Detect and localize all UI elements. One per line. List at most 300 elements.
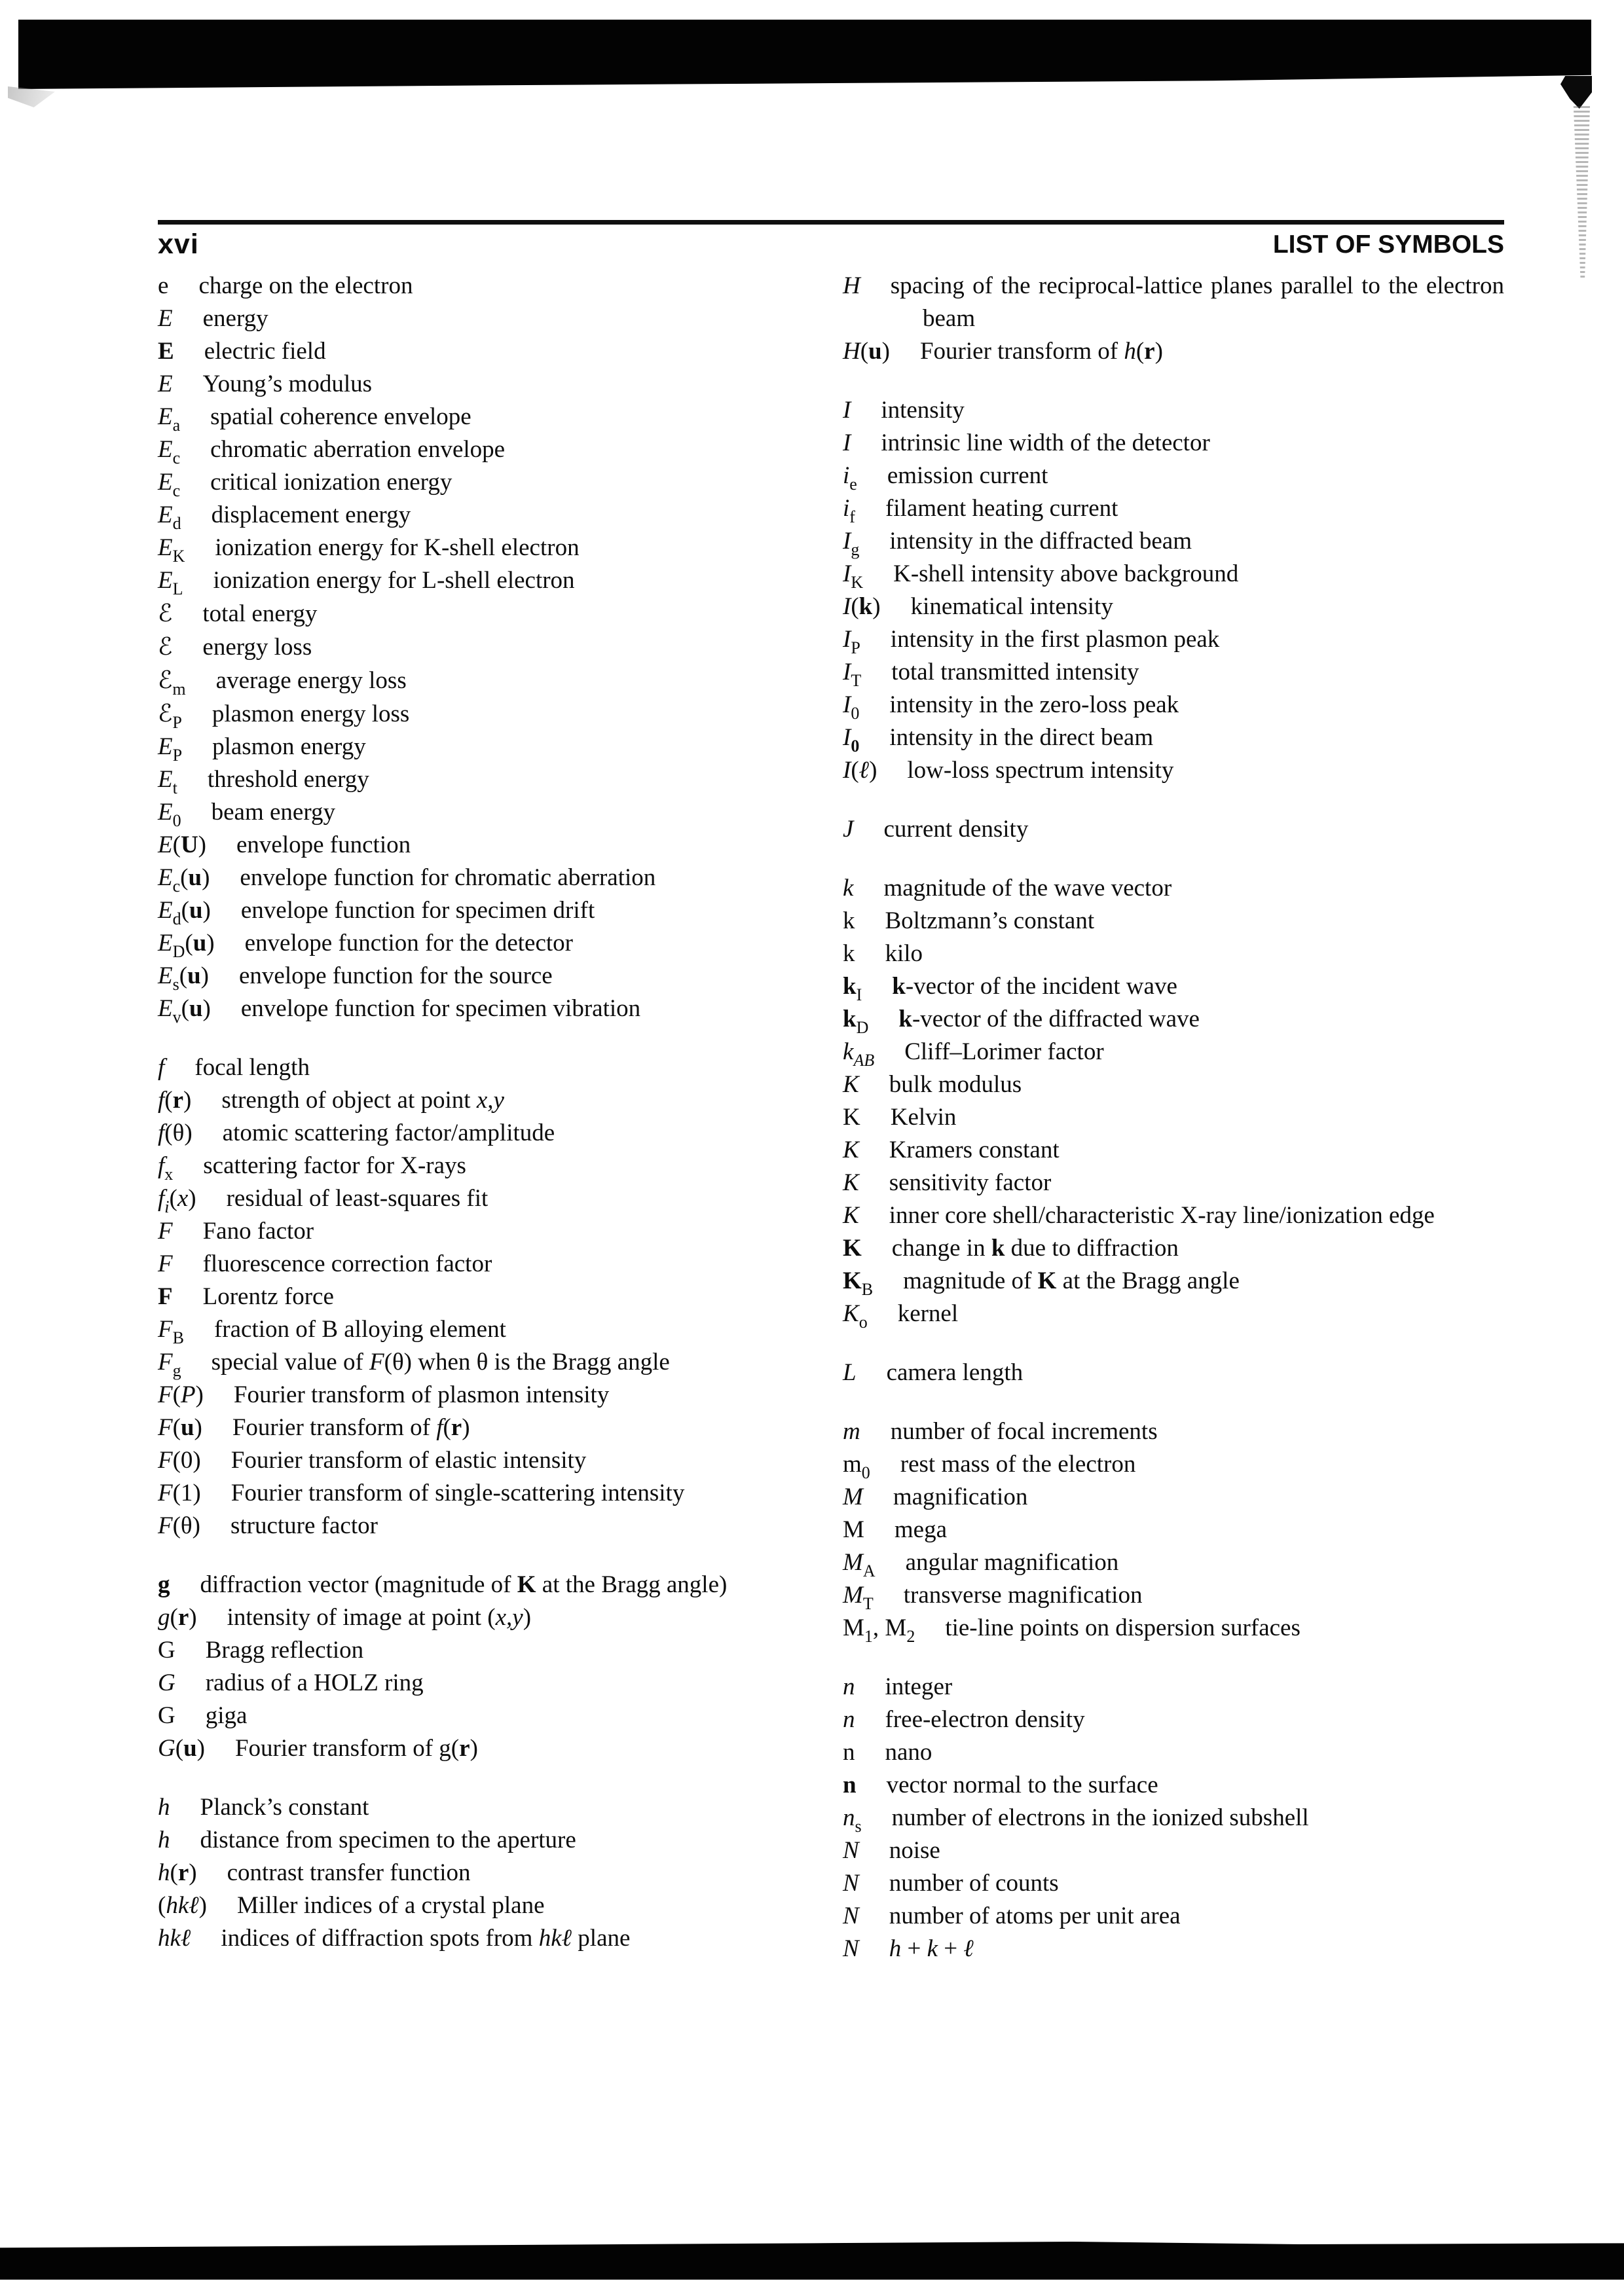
definition: threshold energy [207,766,369,793]
symbol: $E_v(u)$ [158,995,211,1027]
symbol-entry [843,1612,1504,1645]
symbol-entry [843,1769,1504,1802]
symbol-entry [158,1477,826,1510]
definition: scattering factor for X-rays [203,1152,466,1179]
symbol-entry [843,1514,1504,1546]
definition: low-loss spectrum intensity [907,757,1174,784]
definition: Kramers constant [889,1137,1060,1163]
symbol-entry [158,894,826,927]
symbol-entry [843,427,1504,460]
definition: total energy [202,600,318,627]
definition: magnitude of K at the Bragg angle [903,1267,1240,1294]
definition: intrinsic line width of the detector [881,429,1210,456]
right-column [843,270,1504,1992]
symbol-entry [843,1671,1504,1704]
symbol-group [843,394,1504,787]
definition: atomic scattering factor/amplitude [222,1120,555,1146]
symbol: $E_d(u)$ [158,897,211,928]
symbol: g [158,1571,170,1598]
symbol: $n_s$ [843,1804,862,1836]
symbol: ℰ$_m$ [158,666,186,699]
symbol: G [158,1702,175,1729]
symbol-entry [158,1732,826,1765]
symbol: h(r) [158,1859,197,1886]
symbol: f [158,1054,165,1081]
symbol: I(k) [843,593,881,620]
symbol: k [843,907,855,934]
symbol-entry [158,1379,826,1412]
symbol-entry [158,1824,826,1857]
symbol-entry [843,1802,1504,1834]
symbol: F(P) [158,1381,204,1408]
symbol: $K_o$ [843,1300,868,1332]
symbol-entry [843,1704,1504,1736]
definition: Fano factor [202,1218,314,1245]
definition: number of electrons in the ionized subshell [891,1804,1309,1831]
symbol-entry [843,1167,1504,1199]
symbol: n [843,1739,855,1766]
definition: special value of F(θ) when θ is the Bragg angle [211,1349,670,1376]
symbol: h [158,1827,170,1853]
definition: k-vector of the diffracted wave [898,1006,1200,1032]
page-title: LIST OF SYMBOLS [1272,230,1504,259]
definition: nano [885,1739,932,1766]
page-number: xvi [158,228,199,260]
symbol-entry [843,460,1504,492]
symbol: $i_e$ [843,462,857,494]
symbol-entry [158,1700,826,1732]
symbol: $F_B$ [158,1316,184,1347]
symbol: $E_t$ [158,766,177,797]
symbol-entry [843,1357,1504,1389]
symbol-entry [843,872,1504,905]
symbol: I(ℓ) [843,757,877,784]
definition: energy loss [202,634,312,661]
header-rule [158,220,1504,225]
definition: Fourier transform of g(r) [234,1735,478,1762]
symbol: E [158,305,173,332]
symbol-entry [843,1134,1504,1167]
symbol-entry [158,1051,826,1084]
definition: intensity in the first plasmon peak [890,626,1220,653]
definition: transverse magnification [903,1582,1143,1609]
symbol-entry [158,829,826,862]
symbol-entry [843,970,1504,1003]
symbol: n [843,1772,857,1798]
definition: kilo [885,940,923,967]
symbol-entry [158,960,826,993]
symbol: $f_i(x)$ [158,1185,196,1216]
definition: envelope function for specimen drift [240,897,595,924]
symbol-entry [158,1569,826,1601]
symbol: $m_0$ [843,1451,870,1482]
symbol-group [158,1569,826,1765]
definition: giga [205,1702,248,1729]
symbol-entry [843,1101,1504,1134]
symbol-entry [158,1634,826,1667]
symbol: F(u) [158,1414,202,1441]
symbol: $E_L$ [158,567,183,598]
symbol-entry [843,689,1504,721]
symbol-entry [158,564,826,597]
symbol-entry [158,1791,826,1824]
symbol: f(r) [158,1087,192,1114]
symbol-group [843,270,1504,368]
symbol-entry [843,335,1504,368]
symbol-entry [158,796,826,829]
symbol: G [158,1669,175,1696]
definition: envelope function [236,831,411,858]
definition: rest mass of the electron [900,1451,1136,1478]
symbol: $I_P$ [843,626,860,657]
symbol-entry [843,813,1504,846]
definition: intensity in the diffracted beam [889,528,1192,555]
symbol-entry [843,1900,1504,1933]
definition: fluorescence correction factor [202,1250,492,1277]
definition: structure factor [230,1512,378,1539]
symbol-entry [843,721,1504,754]
definition: Fourier transform of single-scattering intensity [231,1480,685,1506]
definition: indices of diffraction spots from hkℓ plane [221,1925,631,1952]
definition: total transmitted intensity [891,659,1139,685]
symbol: $k_D$ [843,1006,869,1037]
symbol: $I_g$ [843,528,860,559]
symbol-group [158,1791,826,1955]
symbol-entry [843,591,1504,623]
definition: kinematical intensity [910,593,1113,620]
symbol-entry [158,597,826,630]
symbol-entry [843,1298,1504,1330]
symbol: $E_c$ [158,436,181,467]
symbol-entry [843,558,1504,591]
symbol: k [843,875,854,902]
symbol-entry [158,401,826,433]
symbol-entry [843,1546,1504,1579]
definition: intensity of image at point (x,y) [227,1604,532,1631]
symbol-entry [843,905,1504,938]
symbol: f(θ) [158,1120,193,1146]
definition: magnification [893,1484,1028,1510]
symbol-entry [158,1182,826,1215]
symbol: E [158,371,173,397]
definition: kernel [897,1300,959,1327]
symbol-entry [158,731,826,763]
symbol-entry [843,1199,1504,1232]
symbol: $E_s(u)$ [158,962,209,994]
symbol: $I_T$ [843,659,862,690]
symbol: H [843,272,860,299]
definition: charge on the electron [198,272,413,299]
symbol-group [843,1671,1504,1965]
definition: noise [889,1837,940,1864]
definition: tie-line points on dispersion surfaces [945,1614,1301,1641]
symbol: $E_d$ [158,501,181,533]
symbol: (hkℓ) [158,1892,207,1919]
definition: envelope function for specimen vibration [240,995,641,1022]
symbol-entry [158,697,826,731]
symbol: $E_0$ [158,799,181,830]
definition: Fourier transform of elastic intensity [231,1447,587,1474]
definition: ionization energy for L-shell electron [213,567,575,594]
definition: plasmon energy [212,733,366,760]
definition: plasmon energy loss [212,701,410,727]
symbol: k [843,940,855,967]
definition: number of focal increments [890,1418,1158,1445]
symbol-entry [158,302,826,335]
symbol: ℰ [158,632,173,661]
symbol-entry [843,754,1504,787]
symbol-entry [158,532,826,564]
symbol-entry [843,1003,1504,1036]
symbol: E [158,338,174,365]
definition: bulk modulus [889,1071,1022,1098]
symbol: m [843,1418,860,1445]
definition: Fourier transform of f(r) [232,1414,470,1441]
scan-artifact-page-edge-shadow [1572,106,1590,278]
symbol: $K_B$ [843,1267,874,1299]
definition: fraction of B alloying element [213,1316,506,1343]
definition: intensity in the zero-loss peak [889,691,1179,718]
symbol: F(θ) [158,1512,200,1539]
symbol-entry [843,1448,1504,1481]
symbol-entry [158,1150,826,1182]
symbol: N [843,1870,859,1897]
symbol: F [158,1250,173,1277]
symbol: ℰ$_P$ [158,699,182,732]
scan-artifact-corner-curl [8,86,55,107]
symbol: I [843,397,851,424]
symbol: $I_0$ [843,691,860,723]
symbol: g(r) [158,1604,197,1631]
scan-artifact-top-bar-notch [1560,76,1592,109]
symbol-group [843,813,1504,846]
definition: magnitude of the wave vector [883,875,1172,902]
definition: envelope function for the detector [244,930,573,957]
definition: ionization energy for K-shell electron [215,534,580,561]
symbol: K [843,1104,860,1131]
definition: intensity in the direct beam [889,724,1154,751]
symbol-entry [158,1922,826,1955]
symbol-group [843,1357,1504,1389]
symbol-entry [843,492,1504,525]
symbol-entry [843,1736,1504,1769]
symbol-entry [158,1444,826,1477]
symbol-entry [158,368,826,401]
symbol: H(u) [843,338,890,365]
definition: mega [894,1516,948,1543]
definition: distance from specimen to the aperture [200,1827,576,1853]
symbol: $M_T$ [843,1582,874,1613]
symbol: $I_0$ [843,724,860,756]
symbol-entry [158,1346,826,1379]
definition: number of atoms per unit area [889,1903,1181,1929]
symbol-entry [158,1510,826,1542]
symbol: $f_x$ [158,1152,174,1184]
symbol: F [158,1218,173,1245]
symbol: n [843,1673,855,1700]
definition: intensity [881,397,965,424]
definition: Miller indices of a crystal plane [237,1892,545,1919]
symbol-entry [158,1857,826,1889]
symbol: F(1) [158,1480,201,1506]
symbol-entry [843,1068,1504,1101]
definition: spacing of the reciprocal-lattice planes parallel to the electron beam [890,272,1504,332]
definition: integer [885,1673,953,1700]
definition: camera length [886,1359,1024,1386]
definition: electric field [204,338,326,365]
symbol: ℰ [158,599,173,627]
definition: Bragg reflection [205,1637,364,1664]
definition: Fourier transform of h(r) [919,338,1163,365]
definition: number of counts [889,1870,1059,1897]
definition: average energy loss [215,667,407,694]
symbol: K [843,1202,859,1229]
left-column [158,270,826,1981]
symbol-entry [158,1667,826,1700]
definition: energy [202,305,268,332]
definition: Cliff–Lorimer factor [904,1038,1104,1065]
symbol: J [843,816,854,843]
symbol: $E_P$ [158,733,183,765]
symbol-entry [843,525,1504,558]
symbol-entry [158,1889,826,1922]
definition: inner core shell/characteristic X-ray line/ionization edge [889,1202,1435,1229]
symbol-entry [843,1867,1504,1900]
symbol-entry [843,1036,1504,1068]
symbol: N [843,1837,859,1864]
symbol-entry [158,927,826,960]
symbol-entry [843,1579,1504,1612]
symbol-entry [158,433,826,466]
symbol: K [843,1137,859,1163]
symbol: $k_I$ [843,973,862,1004]
symbol: h [158,1794,170,1821]
symbol-entry [843,270,1504,335]
definition: vector normal to the surface [886,1772,1158,1798]
symbol: N [843,1903,859,1929]
definition: sensitivity factor [889,1169,1052,1196]
symbol: G(u) [158,1735,205,1762]
symbol-entry [158,466,826,499]
symbol: hkℓ [158,1925,191,1952]
definition: angular magnification [905,1549,1119,1576]
symbol-entry [158,630,826,664]
symbol: K [843,1169,859,1196]
symbol-entry [843,938,1504,970]
symbol-entry [158,1248,826,1281]
definition: focal length [194,1054,310,1081]
symbol-entry [158,335,826,368]
symbol: $i_f$ [843,495,855,526]
symbol-entry [158,1412,826,1444]
definition: strength of object at point x,y [221,1087,504,1114]
symbol: K [843,1071,859,1098]
definition: filament heating current [885,495,1118,522]
symbol: $E_K$ [158,534,185,566]
symbol: $E_c$ [158,469,181,500]
symbol-entry [843,1232,1504,1265]
definition: Lorentz force [202,1283,334,1310]
symbol: M [843,1516,864,1543]
symbol-entry [158,1313,826,1346]
definition: K-shell intensity above background [893,560,1239,587]
symbol: F [158,1283,173,1310]
definition: envelope function for the source [238,962,553,989]
symbol: E(U) [158,831,206,858]
definition: radius of a HOLZ ring [205,1669,424,1696]
symbol-entry [158,763,826,796]
definition: change in k due to diffraction [891,1235,1179,1262]
symbol: M [843,1484,863,1510]
definition: Boltzmann’s constant [885,907,1095,934]
definition: displacement energy [211,501,411,528]
symbol-entry [158,499,826,532]
definition: residual of least-squares fit [226,1185,489,1212]
symbol-group [158,1051,826,1542]
symbol-entry [843,656,1504,689]
symbol: $E_c(u)$ [158,864,210,896]
definition: spatial coherence envelope [210,403,471,430]
symbol-group [843,1415,1504,1645]
symbol: $M_1$, $M_2$ [843,1614,915,1646]
definition: free-electron density [885,1706,1085,1733]
scan-artifact-top-bar [18,20,1591,89]
symbol: n [843,1706,855,1733]
symbol-entry [843,1933,1504,1965]
symbol: L [843,1359,857,1386]
symbol: $E_a$ [158,403,181,435]
definition: Planck’s constant [200,1794,369,1821]
symbol: K [843,1235,862,1262]
symbol-group [843,872,1504,1330]
definition: h + k + ℓ [889,1935,974,1962]
symbol-entry [843,394,1504,427]
definition: Young’s modulus [202,371,373,397]
symbol: $F_g$ [158,1349,181,1380]
symbol-entry [158,1215,826,1248]
symbol: $E_D(u)$ [158,930,215,961]
symbol-entry [158,862,826,894]
symbol: e [158,272,169,299]
symbol-entry [158,1117,826,1150]
symbol: F(0) [158,1447,201,1474]
definition: diffraction vector (magnitude of K at the Bragg angle) [200,1571,728,1598]
definition: envelope function for chromatic aberration [240,864,656,891]
definition: chromatic aberration envelope [210,436,506,463]
symbol-entry [158,664,826,697]
symbol-entry [843,623,1504,656]
definition: Fourier transform of plasmon intensity [233,1381,610,1408]
symbol: $k_{AB}$ [843,1038,875,1070]
symbol-entry [843,1265,1504,1298]
scan-artifact-bottom-bar [0,2242,1624,2280]
definition: current density [883,816,1029,843]
definition: beam energy [211,799,335,826]
definition: critical ionization energy [210,469,452,496]
symbol-entry [843,1834,1504,1867]
symbol-entry [843,1481,1504,1514]
symbol-entry [158,270,826,302]
definition: contrast transfer function [227,1859,471,1886]
symbol: $M_A$ [843,1549,876,1580]
symbol-entry [158,1084,826,1117]
symbol-entry [158,1281,826,1313]
definition: emission current [887,462,1048,489]
symbol: G [158,1637,175,1664]
symbol: $I_K$ [843,560,864,592]
symbol-entry [158,1601,826,1634]
definition: k-vector of the incident wave [892,973,1177,1000]
